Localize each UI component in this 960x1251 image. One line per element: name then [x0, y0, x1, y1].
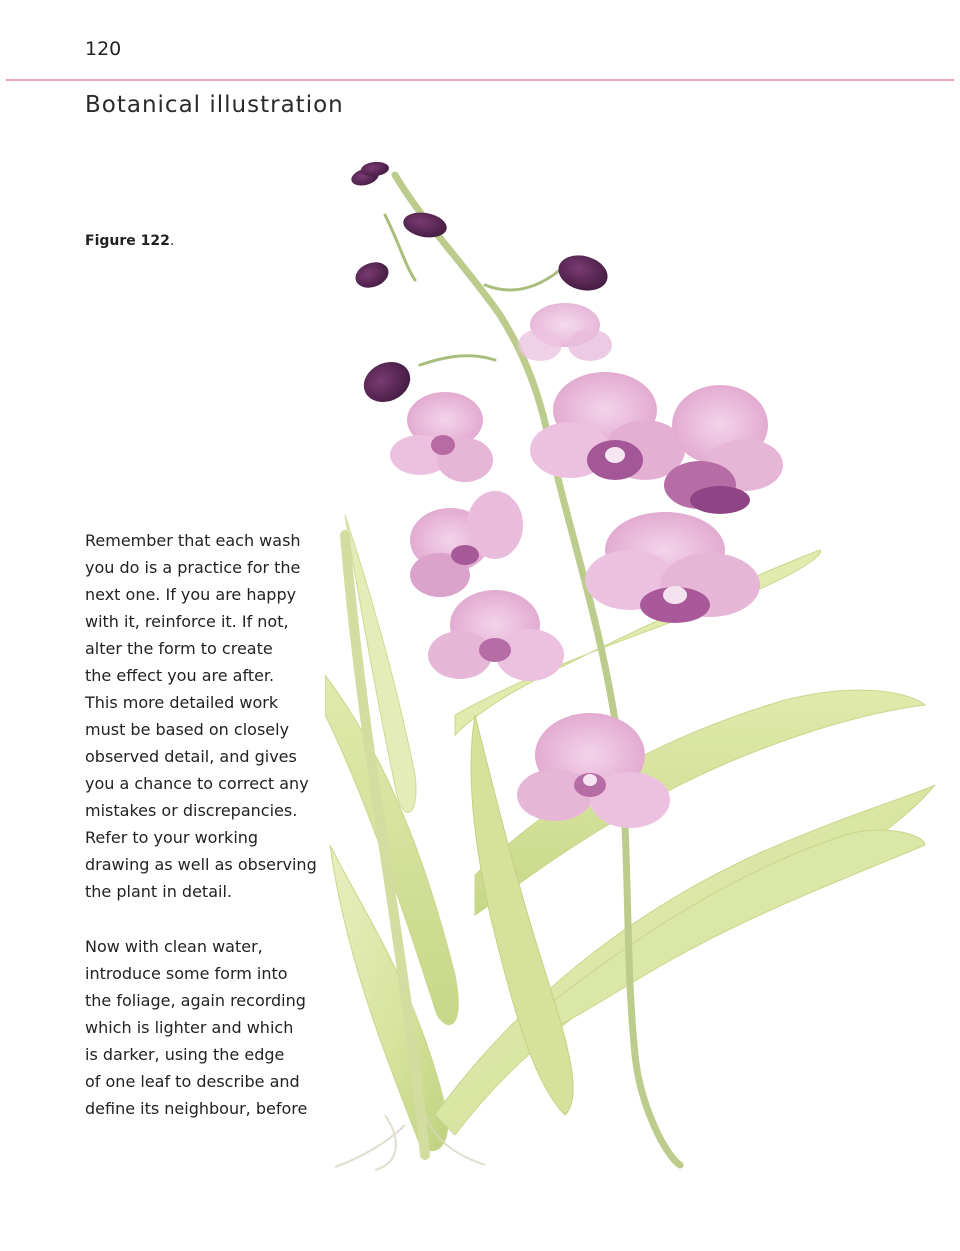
stem [485, 270, 560, 290]
bud [357, 355, 417, 410]
paragraph-line: define its neighbour, before [85, 1099, 308, 1118]
paragraph-line: with it, reinforce it. If not, [85, 612, 289, 631]
paragraph-line: you do is a practice for the [85, 558, 301, 577]
flower [410, 491, 523, 597]
figure-label-suffix: . [169, 233, 175, 249]
paragraph-line: the effect you are after. [85, 666, 275, 685]
paragraph-2 [85, 933, 325, 1122]
paragraph-line: next one. If you are happy [85, 585, 297, 604]
paragraph-line: must be based on closely [85, 720, 290, 739]
page-number: 120 [85, 38, 122, 60]
flower [530, 372, 685, 480]
stem [420, 356, 495, 365]
bud [554, 250, 611, 296]
paragraph-line: which is lighter and which [85, 1018, 294, 1037]
paragraph-line: Refer to your working [85, 828, 259, 847]
paragraph-line: introduce some form into [85, 964, 288, 983]
flower [518, 303, 612, 361]
figure-label-text: Figure 122 [85, 233, 170, 249]
bud [352, 258, 392, 292]
paragraph-line: drawing as well as observing [85, 855, 317, 874]
leaf [535, 830, 925, 1035]
paragraph-line: alter the form to create [85, 639, 273, 658]
flower [428, 590, 564, 681]
paragraph-line: Remember that each wash [85, 531, 301, 550]
paragraph-line: you a chance to correct any [85, 774, 309, 793]
orchid-illustration [325, 155, 940, 1175]
paragraph-line: observed detail, and gives [85, 747, 297, 766]
paragraph-line: is darker, using the edge [85, 1045, 285, 1064]
figure-label [85, 233, 174, 249]
paragraph-line: of one leaf to describe and [85, 1072, 300, 1091]
paragraph-line: Now with clean water, [85, 937, 263, 956]
paragraph-line: mistakes or discrepancies. [85, 801, 298, 820]
flower [585, 512, 760, 623]
paragraph-line: the plant in detail. [85, 882, 232, 901]
flower [390, 392, 493, 482]
paragraph-line: This more detailed work [85, 693, 279, 712]
section-title: Botanical illustration [85, 92, 344, 118]
paragraph-1 [85, 527, 325, 905]
paragraph-line: the foliage, again recording [85, 991, 306, 1010]
header-rule [6, 79, 954, 81]
